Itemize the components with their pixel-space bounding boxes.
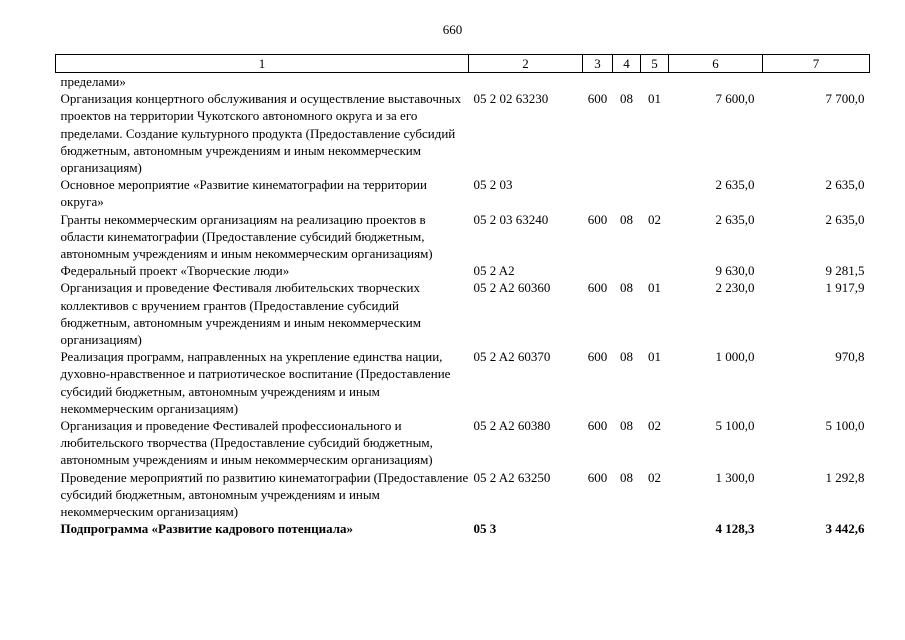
row-col4 (613, 176, 641, 210)
row-name: Основное мероприятие «Развитие кинематографии на территории округа» (60, 177, 427, 210)
table-row (56, 520, 870, 537)
row-col3 (583, 262, 613, 279)
row-col4 (613, 520, 641, 537)
table-row (56, 176, 870, 210)
row-col4: 08 (620, 349, 633, 365)
column-header-7: 7 (763, 55, 870, 73)
table-row (56, 417, 870, 469)
column-header-3: 3 (583, 55, 613, 73)
row-col5 (641, 520, 669, 537)
row-col4: 08 (620, 280, 633, 296)
row-code (469, 73, 583, 91)
row-value-6: 9 630,0 (715, 263, 755, 279)
row-col5 (641, 73, 669, 91)
table-row (56, 262, 870, 279)
row-code: 05 3 (473, 521, 497, 537)
row-col3: 600 (587, 280, 608, 296)
row-value-7: 9 281,5 (825, 263, 865, 279)
row-col3 (583, 520, 613, 537)
row-value-7: 1 292,8 (825, 469, 865, 485)
table-row (56, 469, 870, 521)
row-col5: 02 (648, 469, 661, 485)
row-value-7: 970,8 (835, 349, 865, 365)
row-value-6: 5 100,0 (715, 418, 755, 434)
row-name: пределами» (60, 74, 126, 89)
row-value-6: 1 300,0 (715, 469, 755, 485)
row-value-6: 2 230,0 (715, 280, 755, 296)
column-header-1: 1 (56, 55, 469, 73)
row-col5 (641, 262, 669, 279)
table-row (56, 90, 870, 176)
row-value-6: 4 128,3 (715, 521, 755, 537)
row-value-6: 1 000,0 (715, 349, 755, 365)
row-code: 05 2 A2 60370 (473, 349, 551, 365)
table-row (56, 279, 870, 348)
row-col3: 600 (587, 91, 608, 107)
row-col5: 01 (648, 280, 661, 296)
row-name: Организация и проведение Фестивалей профессионального и любительского творчества (Предоставление субсидий бюджетным, автономным учреждениям и иным некоммерческим организациям) (60, 418, 433, 468)
row-value-7: 2 635,0 (825, 211, 865, 227)
row-col3 (583, 176, 613, 210)
row-code: 05 2 A2 60380 (473, 418, 551, 434)
row-col3: 600 (587, 469, 608, 485)
row-value-7 (763, 73, 870, 91)
row-col5: 02 (648, 211, 661, 227)
row-value-7: 7 700,0 (825, 91, 865, 107)
row-name: Организация концертного обслуживания и осуществление выставочных проектов на территории Чукотского автономного округа и за его пределами. Создание культурного продукта (Предоставление субсидий бюджетным, автономным учреждениям и иным некоммерческим организациям) (60, 91, 462, 176)
page-number: 660 (442, 22, 463, 37)
row-col4: 08 (620, 469, 633, 485)
row-value-6: 2 635,0 (715, 211, 755, 227)
row-value-7: 2 635,0 (825, 177, 865, 193)
row-value-7: 5 100,0 (825, 418, 865, 434)
row-col3: 600 (587, 349, 608, 365)
column-header-2: 2 (469, 55, 583, 73)
table-row (56, 73, 870, 91)
row-name: Гранты некоммерческим организациям на реализацию проектов в области кинематографии (Предоставление субсидий бюджетным, автономным учреждениям и иным некоммерческим организациям) (60, 211, 433, 262)
row-code: 05 2 02 63230 (473, 91, 549, 107)
column-header-6: 6 (669, 55, 763, 73)
row-col3: 600 (587, 418, 608, 434)
column-header-4: 4 (613, 55, 641, 73)
row-col4: 08 (620, 418, 633, 434)
row-col5: 02 (648, 418, 661, 434)
row-col4: 08 (620, 91, 633, 107)
row-col3: 600 (587, 211, 608, 227)
row-value-6 (669, 73, 763, 91)
table-row (56, 211, 870, 263)
row-col4: 08 (620, 211, 633, 227)
budget-table (55, 54, 870, 537)
row-name: Федеральный проект «Творческие люди» (60, 263, 290, 279)
row-code: 05 2 A2 60360 (473, 280, 551, 296)
row-value-7: 1 917,9 (825, 280, 865, 296)
row-col4 (613, 73, 641, 91)
row-code: 05 2 A2 63250 (473, 469, 551, 485)
row-value-6: 7 600,0 (715, 91, 755, 107)
row-col5: 01 (648, 91, 661, 107)
row-name: Проведение мероприятий по развитию кинематографии (Предоставление субсидий бюджетным, автономным учреждениям и иным некоммерческим организациям) (60, 469, 469, 520)
row-col4 (613, 262, 641, 279)
row-name: Реализация программ, направленных на укрепление единства нации, духовно-нравственное и патриотическое воспитание (Предоставление субсидий бюджетным, автономным учреждениям и иным некоммерческим организациям) (60, 349, 451, 416)
column-header-5: 5 (641, 55, 669, 73)
row-value-7: 3 442,6 (825, 521, 865, 537)
row-col5: 01 (648, 349, 661, 365)
header-row (56, 55, 870, 73)
row-code: 05 2 03 63240 (473, 211, 549, 227)
row-col5 (641, 176, 669, 210)
row-col3 (583, 73, 613, 91)
table-row (56, 348, 870, 417)
row-value-6: 2 635,0 (715, 177, 755, 193)
row-code: 05 2 03 (473, 177, 513, 193)
row-name: Организация и проведение Фестиваля любительских творческих коллективов с вручением грантов (Предоставление субсидий бюджетным, автономным учреждениям и иным некоммерческим организациям) (60, 280, 421, 348)
row-name: Подпрограмма «Развитие кадрового потенциала» (60, 521, 353, 537)
row-code: 05 2 A2 (473, 263, 515, 279)
